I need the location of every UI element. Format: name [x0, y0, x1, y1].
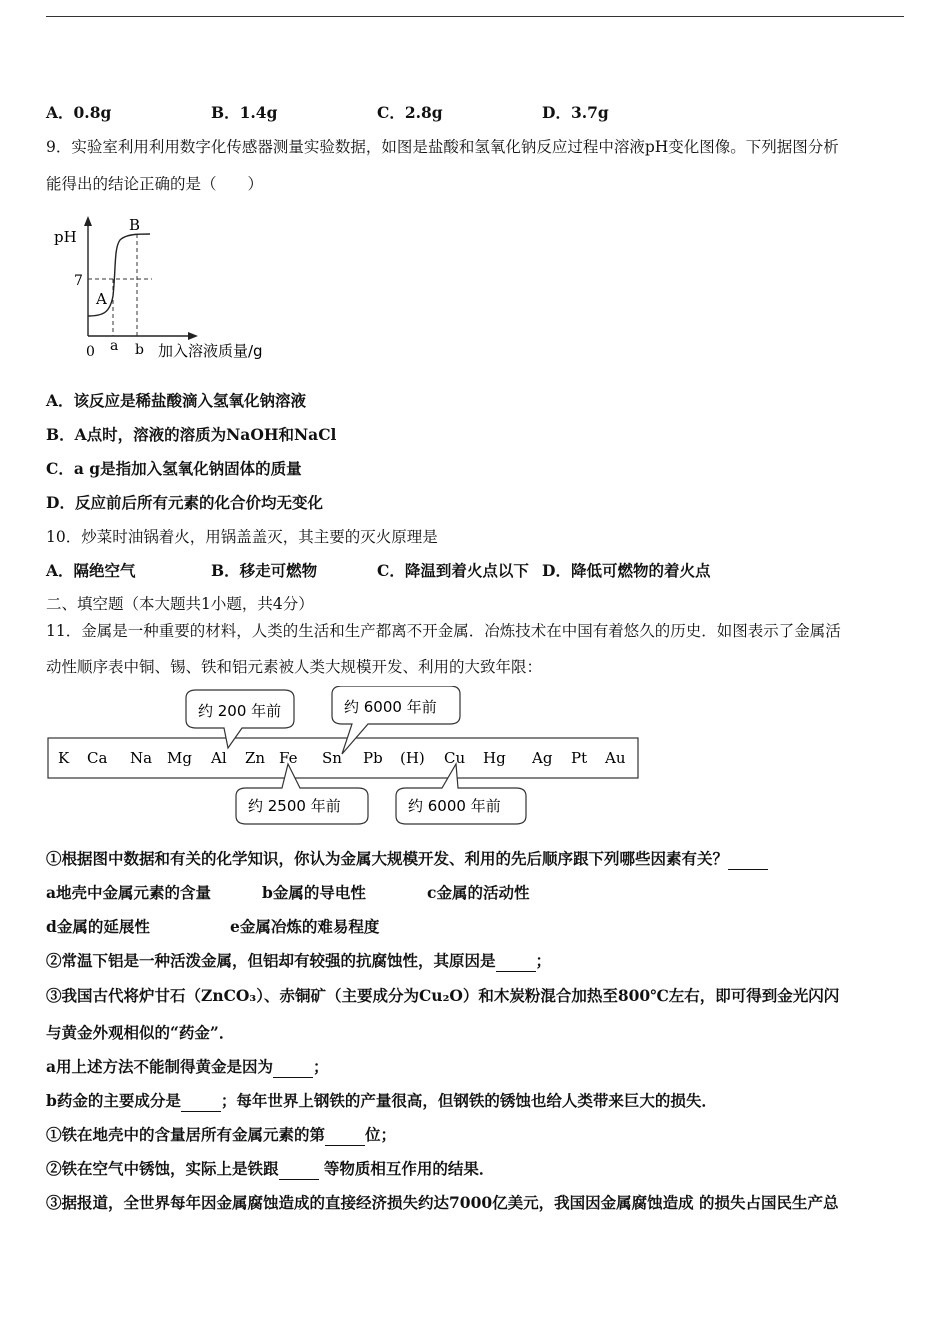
origin-label: 0 — [86, 344, 95, 360]
metal-cu: Cu — [444, 749, 466, 767]
q9-stem-line2: 能得出的结论正确的是（ ） — [46, 175, 264, 193]
q11-sub2-end: ； — [535, 951, 552, 970]
point-a-label: A — [96, 290, 107, 308]
y-axis-label: pH — [54, 228, 77, 246]
metal-mg: Mg — [167, 749, 192, 767]
q11-sub2 — [46, 951, 551, 972]
q11-sub3b-end: ；每年世界上钢铁的产量很高，但钢铁的锈蚀也给人类带来巨大的损失． — [220, 1091, 717, 1110]
metal-zn: Zn — [245, 749, 266, 767]
iron-q1 — [46, 1125, 396, 1146]
iron-q2-end: 等物质相互作用的结果． — [318, 1159, 495, 1178]
metal-au: Au — [605, 749, 626, 767]
q8-option-b[interactable]: B．1.4g — [211, 103, 278, 122]
q10-option-a[interactable]: A．隔绝空气 — [46, 561, 136, 580]
y-axis-arrow — [84, 216, 92, 226]
q11-sub1 — [46, 849, 768, 870]
metal-sn: Sn — [322, 749, 342, 767]
callout-al-text: 约 200 年前 — [198, 702, 282, 720]
metal-hg: Hg — [483, 749, 506, 767]
section-heading: 二、填空题（本大题共1小题，共4分） — [46, 595, 314, 613]
iron-q2-blank[interactable] — [279, 1159, 319, 1180]
metal-pb: Pb — [363, 749, 383, 767]
iron-q1-end: 位； — [365, 1125, 397, 1144]
q10-option-c[interactable]: C．降温到着火点以下 — [377, 561, 529, 580]
q8-option-a[interactable]: A．0.8g — [46, 103, 112, 122]
callout-cu-text: 约 6000 年前 — [408, 797, 501, 815]
q9-option-a[interactable]: A．该反应是稀盐酸滴入氢氧化钠溶液 — [46, 391, 307, 410]
q11-stem-line2: 动性顺序表中铜、锡、铁和铝元素被人类大规模开发、利用的大致年限： — [46, 658, 543, 676]
point-b-label: B — [129, 216, 141, 234]
x-mark-a: a — [110, 338, 119, 354]
choice-b: b金属的导电性 — [262, 883, 366, 902]
q11-sub2-blank[interactable] — [496, 951, 536, 972]
metal-na: Na — [130, 749, 153, 767]
metal-activity-figure — [46, 686, 646, 828]
q11-stem-line1: 11．金属是一种重要的材料，人类的生活和生产都离不开金属．冶炼技术在中国有着悠久的历史．如图表示了金属活 — [46, 622, 841, 640]
q11-sub3-line2: 与黄金外观相似的“药金”． — [46, 1023, 235, 1042]
choice-e: e金属冶炼的难易程度 — [230, 917, 380, 936]
choice-a: a地壳中金属元素的含量 — [46, 883, 212, 902]
q8-option-c[interactable]: C．2.8g — [377, 103, 443, 122]
callout-fe-text: 约 2500 年前 — [248, 797, 341, 815]
q9-option-b[interactable]: B．A点时，溶液的溶质为NaOH和NaCl — [46, 425, 337, 444]
ph-curve-figure — [46, 208, 296, 368]
iron-q2-text: ②铁在空气中锈蚀，实际上是铁跟 — [46, 1159, 279, 1178]
q11-sub3a-blank[interactable] — [273, 1057, 313, 1078]
header-rule — [46, 16, 904, 17]
metal-k: K — [58, 749, 70, 767]
metal-al: Al — [211, 749, 227, 767]
choice-c: c金属的活动性 — [427, 883, 530, 902]
q11-sub3a-end: ； — [313, 1057, 329, 1076]
q11-sub3a — [46, 1057, 329, 1078]
q9-stem-line1: 9．实验室利用利用数字化传感器测量实验数据，如图是盐酸和氢氧化钠反应过程中溶液pH变化图像。下列据图分析 — [46, 138, 839, 156]
q10-option-d[interactable]: D．降低可燃物的着火点 — [542, 561, 711, 580]
metal-fe: Fe — [279, 749, 298, 767]
q11-sub1-blank[interactable] — [728, 849, 768, 870]
q11-sub1-text: ①根据图中数据和有关的化学知识，你认为金属大规模开发、利用的先后顺序跟下列哪些因素有关？ — [46, 849, 729, 868]
callout-sn-text: 约 6000 年前 — [344, 698, 437, 716]
q10-option-b[interactable]: B．移走可燃物 — [211, 561, 318, 580]
metal-pt: Pt — [571, 749, 588, 767]
q11-sub3a-text: a用上述方法不能制得黄金是因为 — [46, 1057, 274, 1076]
x-mark-b: b — [135, 342, 144, 358]
q9-option-c[interactable]: C．a g是指加入氢氧化钠固体的质量 — [46, 459, 302, 478]
q8-option-d[interactable]: D．3.7g — [542, 103, 609, 122]
metal-h: (H) — [400, 749, 425, 767]
q10-stem: 10．炒菜时油锅着火，用锅盖盖灭，其主要的灭火原理是 — [46, 528, 438, 546]
choice-d: d金属的延展性 — [46, 917, 150, 936]
q11-sub2-text: ②常温下铝是一种活泼金属，但铝却有较强的抗腐蚀性，其原因是 — [46, 951, 496, 970]
q9-option-d[interactable]: D．反应前后所有元素的化合价均无变化 — [46, 493, 323, 512]
iron-q3: ③据报道，全世界每年因金属腐蚀造成的直接经济损失约达7000亿美元，我国因金属腐蚀造成 的损失占国民生产总 — [46, 1193, 839, 1212]
x-axis-label: 加入溶液质量/g — [158, 342, 263, 360]
metal-ca: Ca — [87, 749, 108, 767]
x-axis-arrow — [188, 332, 198, 340]
q11-sub3b-text: b药金的主要成分是 — [46, 1091, 181, 1110]
metal-symbols — [58, 749, 626, 767]
q11-sub3-line1: ③我国古代将炉甘石（ZnCO₃）、赤铜矿（主要成分为Cu₂O）和木炭粉混合加热至800℃左右，即可得到金光闪闪 — [46, 986, 840, 1005]
q11-sub3b-blank[interactable] — [181, 1091, 221, 1112]
metal-ag: Ag — [532, 749, 553, 767]
y-tick-7: 7 — [74, 273, 83, 289]
q11-sub3b — [46, 1091, 717, 1112]
iron-q2 — [46, 1159, 494, 1180]
iron-q1-text: ①铁在地壳中的含量居所有金属元素的第 — [46, 1125, 326, 1144]
iron-q1-blank[interactable] — [325, 1125, 365, 1146]
